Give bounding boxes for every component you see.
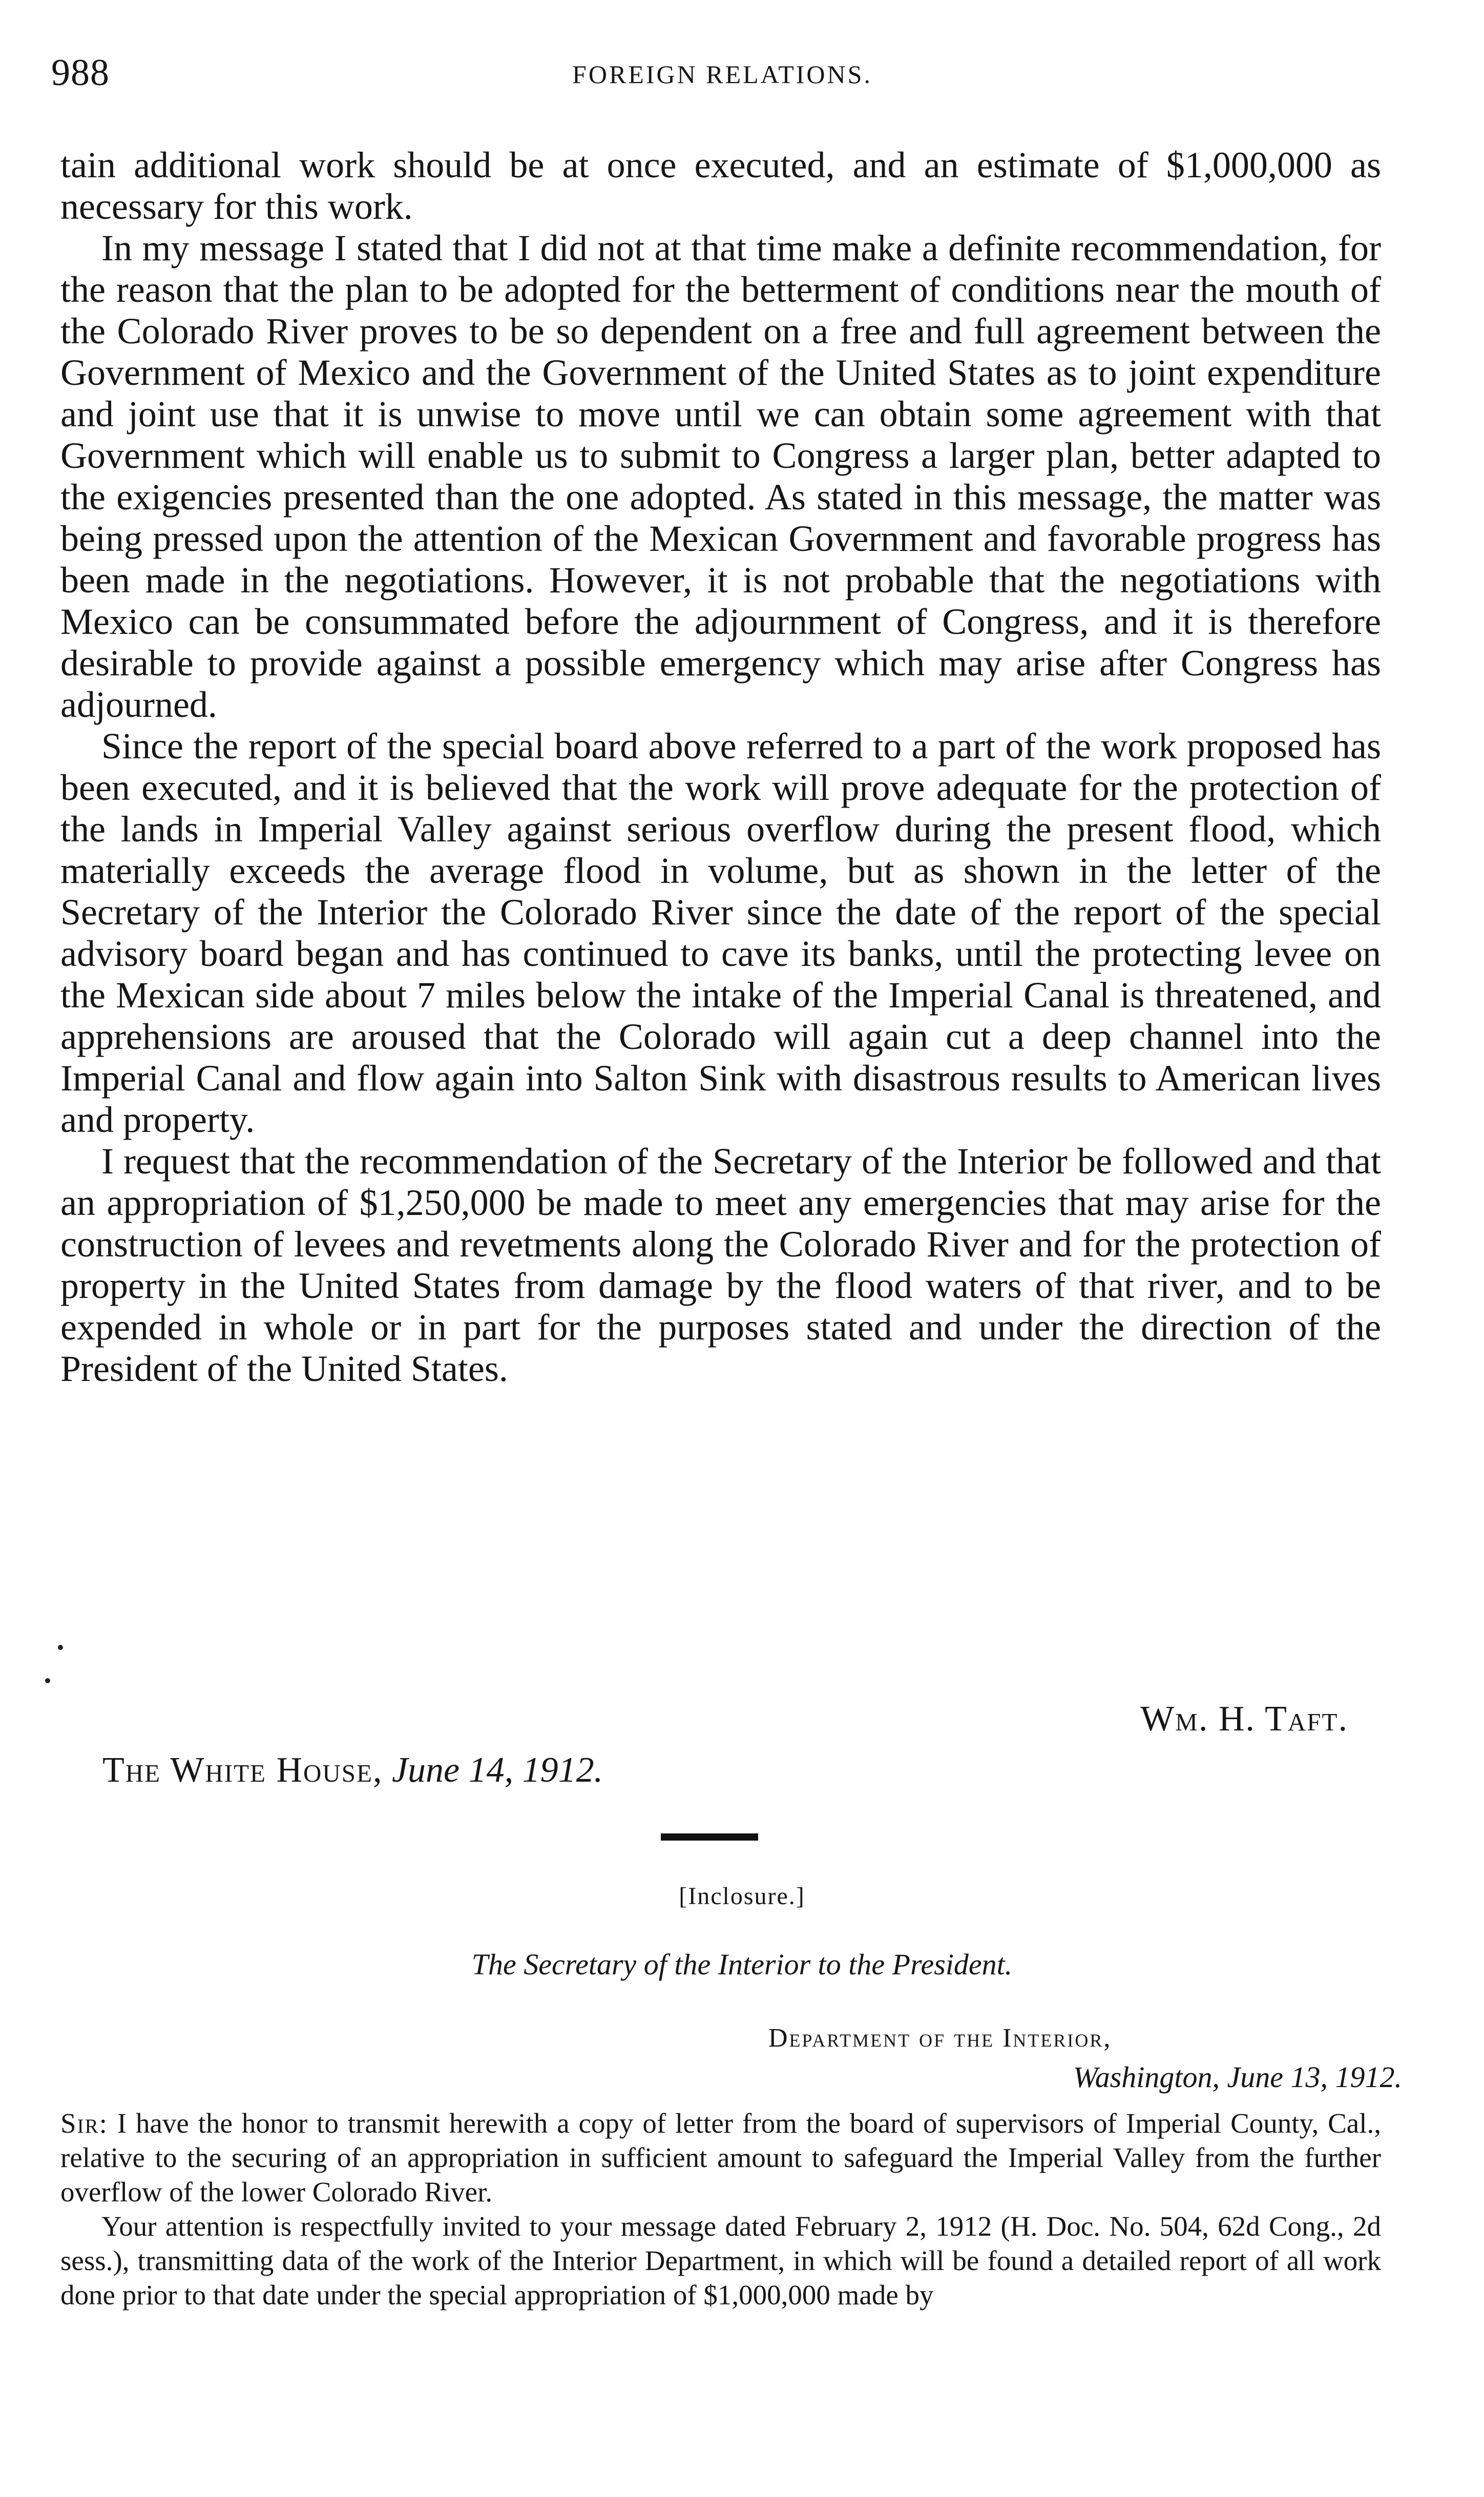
letter-title: The Secretary of the Interior to the President. xyxy=(471,1948,1013,1981)
dateline-place: The White House, xyxy=(102,1750,383,1790)
margin-mark xyxy=(58,1645,63,1650)
letter-department: Department of the Interior, xyxy=(768,2024,1112,2053)
letter-paragraph-2: Your attention is respectfully invited to your message dated February 2, 1912 (H. Doc. No. 504, 62d Cong., 2d sess.), transmitting data of the work of the Interior Department, in which will be found a detailed report of all work done prior to that date under the special appropriation of $1,000,000 made by xyxy=(60,2211,1381,2310)
letter-paragraph-1-text: I have the honor to transmit herewith a copy of letter from the board of supervisors of Imperial County, Cal., relative to the securing of an appropriation in sufficient amount to safeguard the Imperial Valley from the further overflow of the lower Colorado River. xyxy=(60,2108,1381,2207)
letter-paragraph-1 xyxy=(60,2106,1381,2209)
letter-place-date: Washington, June 13, 1912. xyxy=(1073,2060,1402,2094)
inclosure-label: [Inclosure.] xyxy=(679,1883,805,1910)
margin-mark xyxy=(45,1678,50,1683)
page-number: 988 xyxy=(51,52,110,94)
dateline-date: June 14, 1912. xyxy=(391,1750,603,1790)
running-head: FOREIGN RELATIONS. xyxy=(572,60,872,89)
page-header xyxy=(51,51,1393,108)
paragraph-special-board-report: Since the report of the special board above referred to a part of the work proposed has been executed, and it is believed that the work will prove adequate for the protection of the lands in Imperial Valley against serious overflow during the present flood, which materially exceeds the average flood in volume, but as shown in the letter of the Secretary of the Interior the Colorado River since the date of the report of the special advisory board began and has continued to cave its banks, until the protecting levee on the Mexican side about 7 miles below the intake of the Imperial Canal is threatened, and apprehensions are aroused that the Colorado will again cut a deep channel into the Imperial Canal and flow again into Salton Sink with disastrous results to American lives and property. xyxy=(60,726,1381,1140)
continued-paragraph: tain additional work should be at once executed, and an estimate of $1,000,000 as necessary for this work. xyxy=(60,145,1381,227)
paragraph-appropriation-request: I request that the recommendation of the Secretary of the Interior be followed and that an appropriation of $1,250,000 be made to meet any emergencies that may arise for the construction of levees and revetments along the Colorado River and for the protection of property in the United States from damage by the flood waters of that river, and to be expended in whole or in part for the purposes stated and under the direction of the President of the United States. xyxy=(60,1141,1381,1389)
letter-text-block xyxy=(60,2106,1381,2312)
letter-salutation: Sir: xyxy=(60,2108,108,2139)
section-divider xyxy=(661,1833,758,1841)
presidential-signature: Wm. H. Taft. xyxy=(1140,1699,1348,1739)
main-text-block xyxy=(60,145,1381,1390)
dateline xyxy=(102,1750,603,1791)
paragraph-message-recommendation: In my message I stated that I did not at that time make a definite recommendation, for the reason that the plan to be adopted for the betterment of conditions near the mouth of the Colorado River proves to be so dependent on a free and full agreement between the Government of Mexico and the Government of the United States as to joint expenditure and joint use that it is unwise to move until we can obtain some agreement with that Government which will enable us to submit to Congress a larger plan, better adapted to the exigencies presented than the one adopted. As stated in this message, the matter was being pressed upon the attention of the Mexican Government and favorable progress has been made in the negotiations. However, it is not probable that the negotiations with Mexico can be consummated before the adjournment of Congress, and it is therefore desirable to provide against a possible emergency which may arise after Congress has adjourned. xyxy=(60,228,1381,725)
